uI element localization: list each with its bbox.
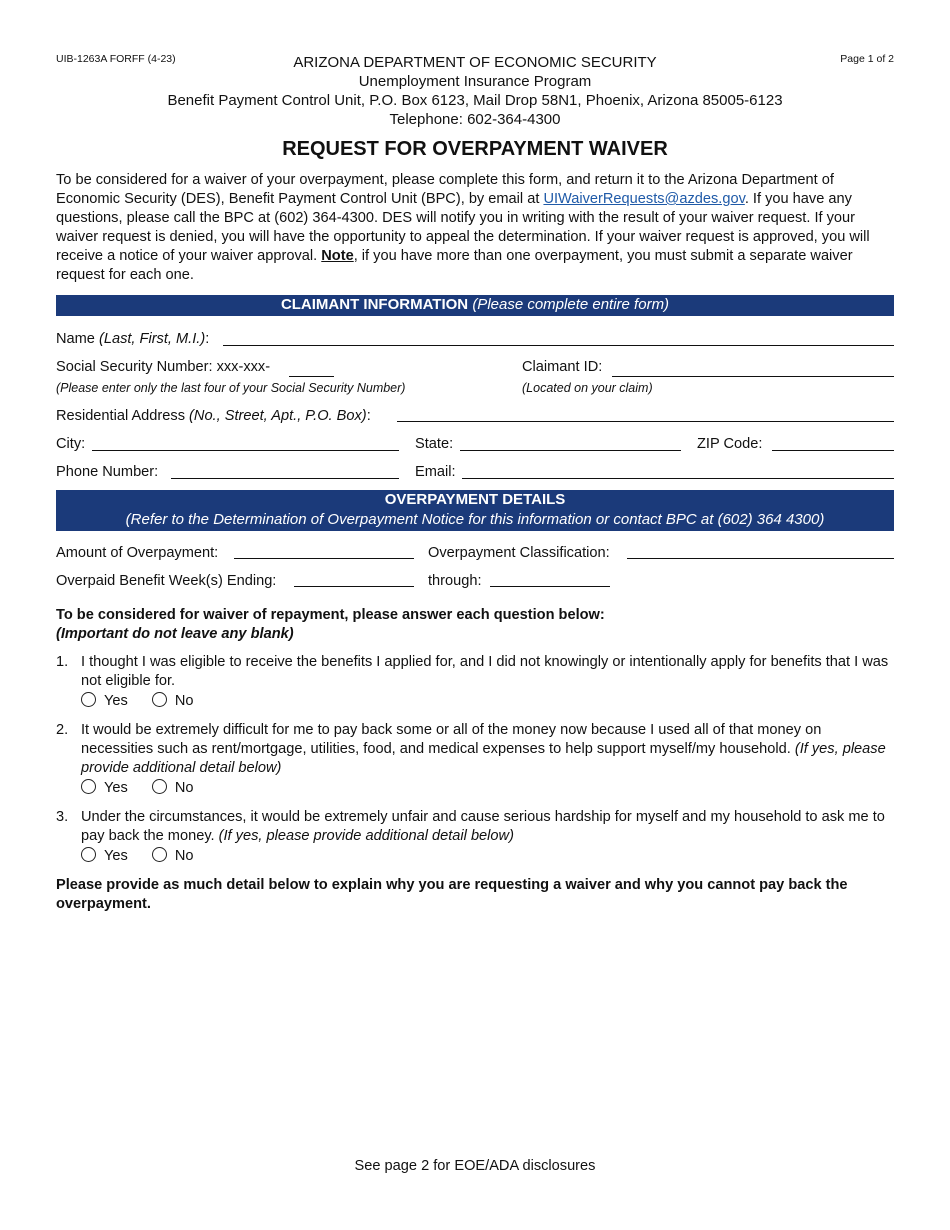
page-number: Page 1 of 2 [840, 53, 894, 65]
weeks-ending-label: Overpaid Benefit Week(s) Ending: [56, 573, 277, 589]
question-2-yes-radio[interactable]: Yes [81, 779, 128, 796]
name-field[interactable] [223, 345, 894, 346]
question-3-yes-radio[interactable]: Yes [81, 847, 128, 864]
address-field[interactable] [397, 421, 894, 422]
state-label: State: [415, 436, 454, 452]
ssn-label: Social Security Number: xxx-xxx- [56, 359, 271, 375]
question-1-options [81, 692, 214, 709]
question-1-no-radio[interactable]: No [152, 692, 194, 709]
address-label: Residential Address (No., Street, Apt., P.O. Box): [56, 408, 371, 424]
email-field[interactable] [462, 478, 894, 479]
name-label: Name (Last, First, M.I.): [56, 331, 210, 347]
phone-label: Phone Number: [56, 464, 159, 480]
weeks-ending-field[interactable] [294, 586, 414, 587]
agency-name: ARIZONA DEPARTMENT OF ECONOMIC SECURITY [293, 54, 657, 71]
claimant-id-label: Claimant ID: [522, 359, 603, 375]
amount-label: Amount of Overpayment: [56, 545, 219, 561]
through-field[interactable] [490, 586, 610, 587]
question-3-options [81, 847, 214, 864]
city-label: City: [56, 436, 86, 452]
phone-field[interactable] [171, 478, 399, 479]
through-label: through: [428, 573, 482, 589]
ssn-hint: (Please enter only the last four of your Social Security Number) [56, 381, 406, 395]
questions-instructions: To be considered for waiver of repayment, please answer each question below: (Important do not leave any blank) [56, 607, 605, 642]
claimant-id-hint: (Located on your claim) [522, 381, 653, 395]
question-3: 3. Under the circumstances, it would be extremely unfair and cause serious hardship for myself and my household to ask me to pay back the money. (If yes, please provide additional detail below) [56, 809, 885, 844]
city-field[interactable] [92, 450, 399, 451]
state-field[interactable] [460, 450, 681, 451]
detail-text-area[interactable] [56, 920, 894, 1140]
ssn-last-four-field[interactable] [289, 376, 334, 377]
claimant-info-header: CLAIMANT INFORMATION (Please complete entire form) [56, 295, 894, 316]
question-1-yes-radio[interactable]: Yes [81, 692, 128, 709]
agency-address: Benefit Payment Control Unit, P.O. Box 6123, Mail Drop 58N1, Phoenix, Arizona 85005-6123 [167, 92, 783, 109]
note-label: Note [321, 248, 354, 264]
overpayment-details-header: OVERPAYMENT DETAILS (Refer to the Determination of Overpayment Notice for this information or contact BPC at (602) 364 4300) [56, 490, 894, 531]
waiver-email-link[interactable]: UIWaiverRequests@azdes.gov [543, 191, 745, 207]
classification-field[interactable] [627, 558, 894, 559]
footer-note: See page 2 for EOE/ADA disclosures [354, 1158, 596, 1174]
intro-paragraph: To be considered for a waiver of your overpayment, please complete this form, and return it to the Arizona Department of Economic Security (DES), Benefit Payment Control Unit (BPC), by email at UIWaiverRequests@azdes.gov. If you have any questions, please call the BPC at (602) 364-4300. DES will notify you in writing with the result of your waiver request. If your waiver request is denied, you will have the opportunity to appeal the determination. If your waiver request is approved, you will receive a notice of your waiver approval. Note, if you have more than one overpayment, you must submit a separate waiver request for each one. [56, 172, 870, 283]
agency-telephone: Telephone: 602-364-4300 [389, 111, 561, 128]
claimant-id-field[interactable] [612, 376, 894, 377]
question-2: 2. It would be extremely difficult for me to pay back some or all of the money now because I used all of that money on necessities such as rent/mortgage, utilities, food, and medical expenses to help support myself/my household. (If yes, please provide additional detail below) [56, 722, 886, 776]
form-id: UIB-1263A FORFF (4-23) [56, 53, 176, 65]
question-3-no-radio[interactable]: No [152, 847, 194, 864]
classification-label: Overpayment Classification: [428, 545, 610, 561]
question-2-no-radio[interactable]: No [152, 779, 194, 796]
detail-prompt: Please provide as much detail below to explain why you are requesting a waiver and why you cannot pay back the overpayment. [56, 877, 848, 912]
zip-field[interactable] [772, 450, 894, 451]
email-label: Email: [415, 464, 456, 480]
question-1: 1. I thought I was eligible to receive the benefits I applied for, and I did not knowingly or intentionally apply for benefits that I was not eligible for. [56, 654, 889, 689]
question-2-options [81, 779, 214, 796]
program-name: Unemployment Insurance Program [358, 73, 592, 90]
amount-field[interactable] [234, 558, 414, 559]
page-title: REQUEST FOR OVERPAYMENT WAIVER [282, 138, 668, 160]
zip-label: ZIP Code: [697, 436, 763, 452]
